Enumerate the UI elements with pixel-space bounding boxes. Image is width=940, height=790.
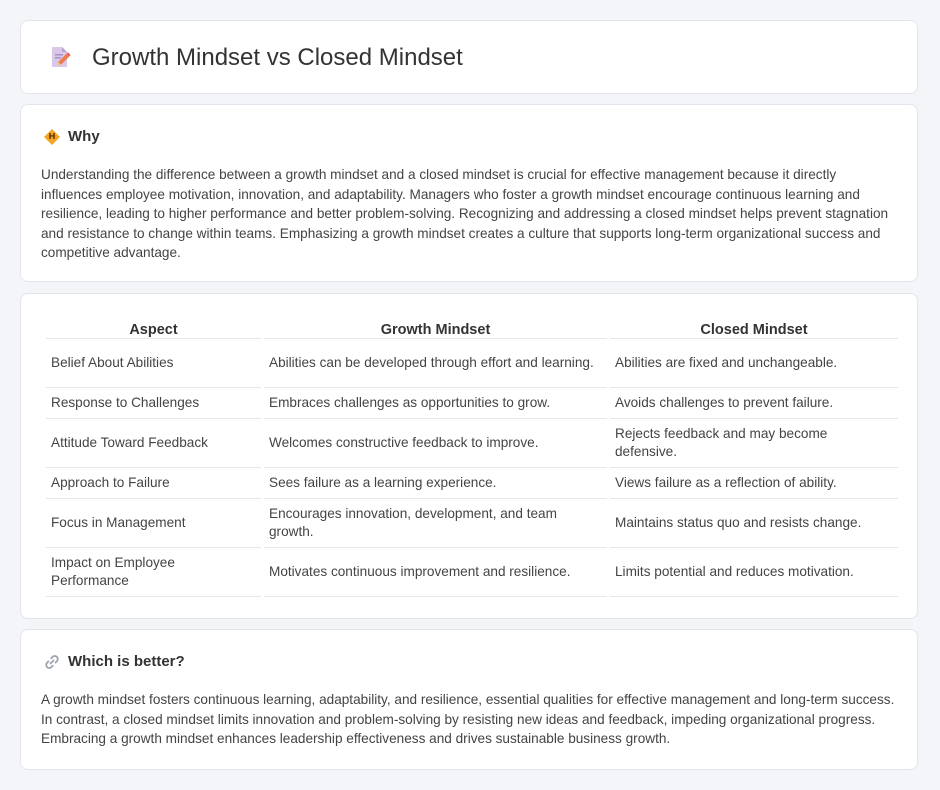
growth-cell: Sees failure as a learning experience. — [264, 468, 607, 499]
column-header-growth: Growth Mindset — [264, 315, 607, 339]
better-body: A growth mindset fosters continuous learning, adaptability, and resilience, essential qualities for effective management and long-term success. In contrast, a closed mindset limits innovation and problem-solving by resisting new ideas and feedback, impeding organizational progress. Embracing a growth mindset enhances leadership effectiveness and drives sustainable business growth. — [41, 692, 895, 747]
why-body: Understanding the difference between a growth mindset and a closed mindset is crucial for effective management because it directly influences employee motivation, innovation, and adaptability. Managers who foster a growth mindset encourage continuous learning and resilience, leading to higher performance and better problem-solving. Recognizing and addressing a closed mindset helps prevent stagnation and resistance to change within teams. Emphasizing a growth mindset creates a culture that supports long-term organizational success and competitive advantage. — [41, 167, 889, 261]
table-header-row — [46, 315, 898, 339]
table-row — [46, 548, 898, 597]
aspect-cell: Attitude Toward Feedback — [46, 419, 261, 468]
growth-cell: Abilities can be developed through effort and learning. — [264, 339, 607, 388]
better-heading-row — [43, 652, 185, 672]
growth-cell: Motivates continuous improvement and resilience. — [264, 548, 607, 597]
aspect-cell: Belief About Abilities — [46, 339, 261, 388]
closed-cell: Views failure as a reflection of ability. — [610, 468, 898, 499]
aspect-cell: Focus in Management — [46, 499, 261, 548]
link-icon — [43, 653, 61, 671]
closed-cell: Maintains status quo and resists change. — [610, 499, 898, 548]
better-heading: Which is better? — [68, 653, 185, 670]
why-section — [20, 104, 918, 282]
closed-cell: Limits potential and reduces motivation. — [610, 548, 898, 597]
which-better-section — [20, 629, 918, 770]
why-heading: Why — [68, 128, 100, 145]
column-header-closed: Closed Mindset — [610, 315, 898, 339]
table-row — [46, 419, 898, 468]
diamond-warning-icon — [43, 128, 61, 146]
growth-cell: Embraces challenges as opportunities to grow. — [264, 388, 607, 419]
closed-cell: Rejects feedback and may become defensive. — [610, 419, 898, 468]
aspect-cell: Response to Challenges — [46, 388, 261, 419]
header-card — [20, 20, 918, 94]
closed-cell: Abilities are fixed and unchangeable. — [610, 339, 898, 388]
table-row — [46, 339, 898, 388]
document-pencil-icon — [48, 45, 72, 69]
column-header-aspect: Aspect — [46, 315, 261, 339]
comparison-table — [43, 315, 901, 597]
why-heading-row — [43, 127, 100, 147]
aspect-cell: Impact on Employee Performance — [46, 548, 261, 597]
table-row — [46, 499, 898, 548]
comparison-section — [20, 293, 918, 619]
page-title: Growth Mindset vs Closed Mindset — [92, 44, 463, 71]
growth-cell: Encourages innovation, development, and team growth. — [264, 499, 607, 548]
growth-cell: Welcomes constructive feedback to improve. — [264, 419, 607, 468]
closed-cell: Avoids challenges to prevent failure. — [610, 388, 898, 419]
table-row — [46, 388, 898, 419]
aspect-cell: Approach to Failure — [46, 468, 261, 499]
table-row — [46, 468, 898, 499]
